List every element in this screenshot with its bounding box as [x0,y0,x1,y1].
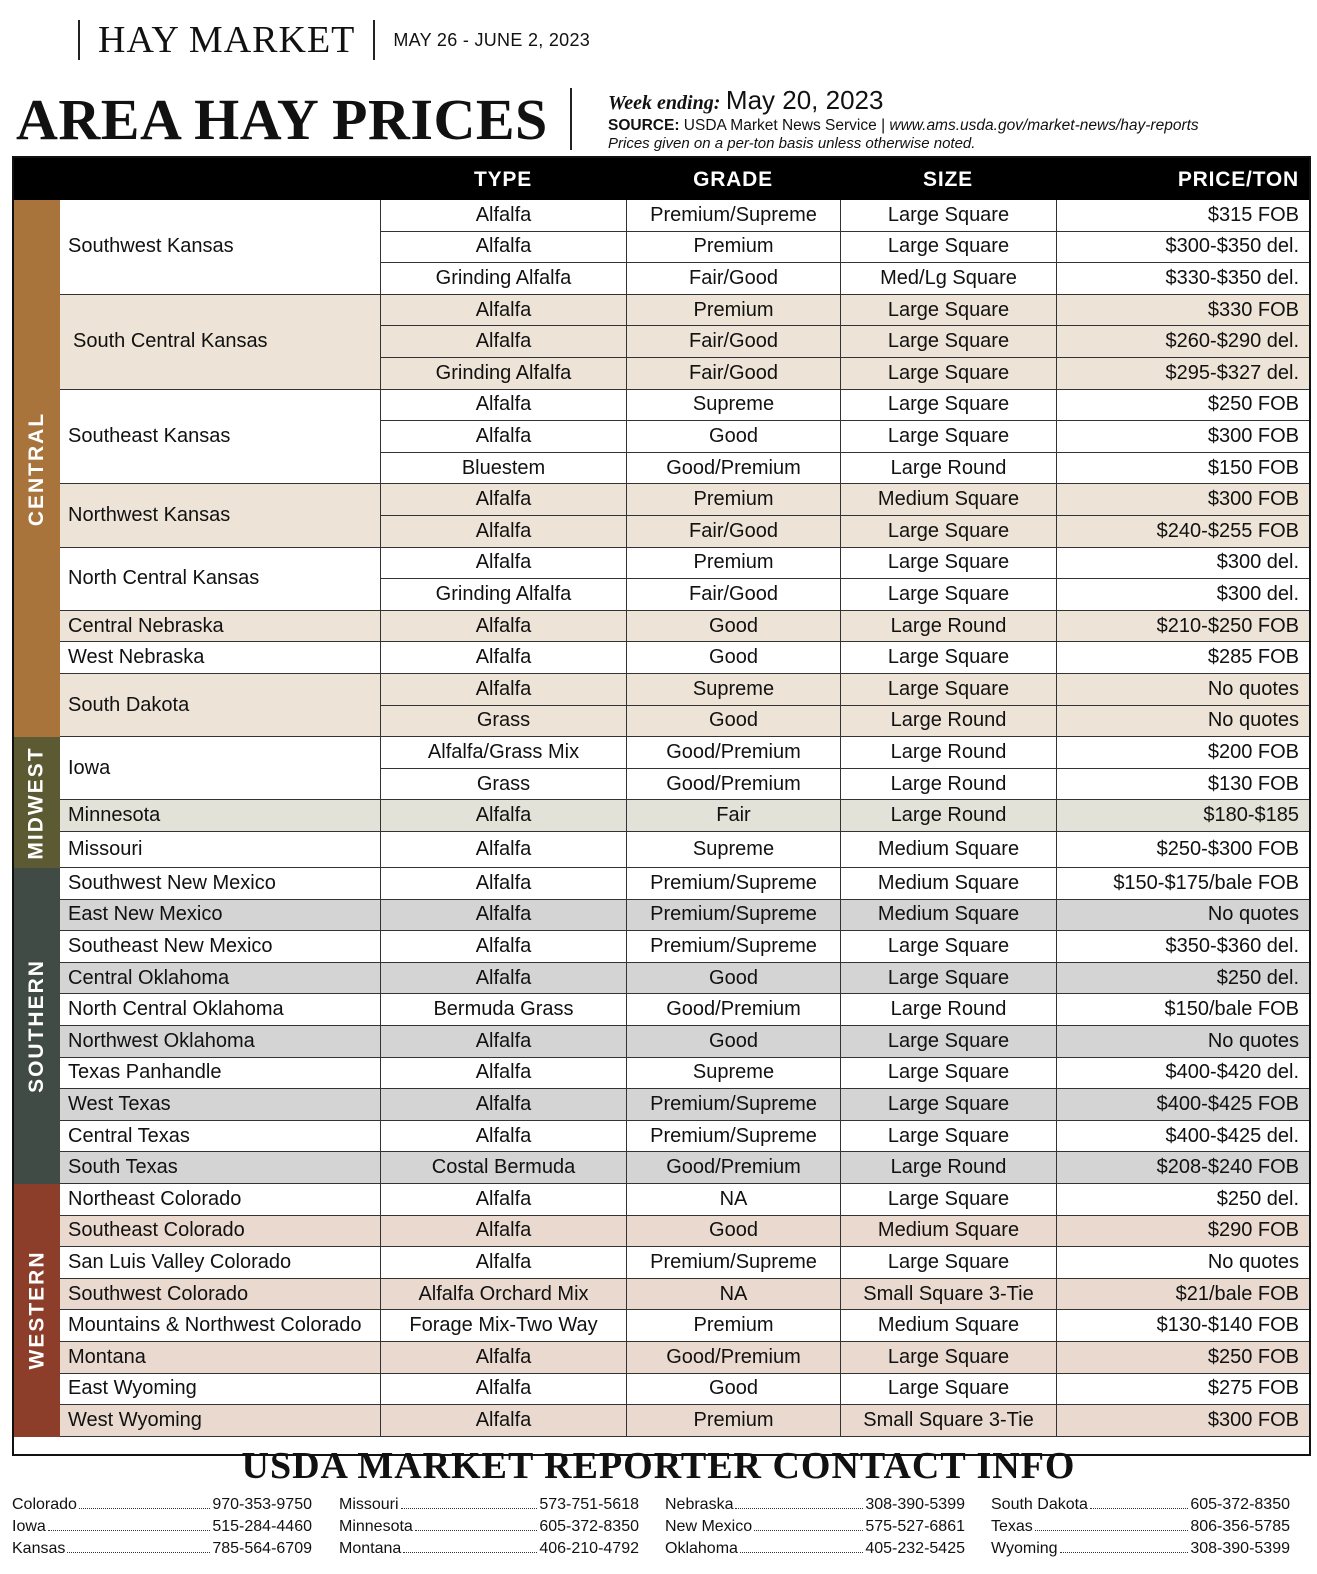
type-cell: Alfalfa [380,232,626,263]
contact-phone: 515-284-4460 [212,1518,312,1535]
report-info [608,86,1199,153]
contact-phone: 785-564-6709 [212,1540,312,1557]
size-cell: Large Round [840,737,1056,768]
price-cell: $300 FOB [1056,421,1309,452]
price-cell: No quotes [1056,900,1309,931]
type-cell: Alfalfa Orchard Mix [380,1279,626,1310]
price-cell: $300 del. [1056,579,1309,610]
region-label-central [14,200,60,737]
area-name: South Dakota [60,674,380,737]
grade-cell: Fair/Good [626,263,840,294]
size-cell: Large Round [840,769,1056,800]
contact-entry [665,1540,965,1562]
contact-state: Kansas [12,1540,66,1557]
grade-cell: Supreme [626,390,840,421]
size-cell: Large Square [840,1247,1056,1278]
contact-phone: 573-751-5618 [539,1496,639,1513]
type-cell: Alfalfa [380,421,626,452]
week-ending-date: May 20, 2023 [725,85,884,115]
leader-dots [403,1552,537,1553]
type-cell: Alfalfa [380,1405,626,1436]
type-cell: Alfalfa [380,390,626,421]
type-cell: Alfalfa [380,900,626,931]
type-cell: Bermuda Grass [380,994,626,1025]
contact-phone: 970-353-9750 [212,1496,312,1513]
week-ending [608,86,1199,117]
column-header-type: TYPE [473,168,533,191]
area-name: East Wyoming [60,1374,380,1406]
masthead [78,20,590,60]
price-cell: $300-$350 del. [1056,232,1309,263]
contact-state: Missouri [339,1496,399,1513]
price-cell: $210-$250 FOB [1056,611,1309,642]
source-url-link[interactable]: www.ams.usda.gov/market-news/hay-reports [889,117,1199,134]
size-cell: Large Square [840,516,1056,547]
size-cell: Large Round [840,706,1056,737]
price-cell: $130-$140 FOB [1056,1310,1309,1341]
area-name: San Luis Valley Colorado [60,1247,380,1279]
area-name: Mountains & Northwest Colorado [60,1310,380,1342]
contact-phone: 806-356-5785 [1190,1518,1290,1535]
size-cell: Medium Square [840,1216,1056,1247]
price-cell: $330 FOB [1056,295,1309,326]
grade-cell: Premium [626,1405,840,1436]
publication-name: HAY MARKET [98,19,356,61]
grade-cell: Good [626,1216,840,1247]
area-name: South Central Kansas [60,295,380,390]
price-cell: $250 del. [1056,1184,1309,1215]
price-cell: No quotes [1056,706,1309,737]
contact-phone: 405-232-5425 [865,1540,965,1557]
price-cell: $400-$420 del. [1056,1058,1309,1089]
leader-dots [1060,1552,1189,1553]
grade-cell: Premium/Supreme [626,1247,840,1278]
type-cell: Alfalfa [380,1089,626,1120]
grade-cell: Fair [626,800,840,831]
price-cell: $208-$240 FOB [1056,1152,1309,1183]
area-name: Iowa [60,737,380,800]
grade-cell: NA [626,1184,840,1215]
grade-cell: Good/Premium [626,769,840,800]
size-cell: Small Square 3-Tie [840,1405,1056,1436]
size-cell: Large Round [840,611,1056,642]
grade-cell: Good [626,421,840,452]
grade-cell: Premium [626,548,840,579]
size-cell: Medium Square [840,832,1056,867]
type-cell: Alfalfa [380,800,626,831]
size-cell: Large Square [840,674,1056,705]
area-name: Southeast New Mexico [60,931,380,963]
leader-dots [48,1530,211,1531]
contact-info-title: USDA MARKET REPORTER CONTACT INFO [241,1445,1076,1487]
price-cell: $150-$175/bale FOB [1056,868,1309,899]
contact-phone: 605-372-8350 [539,1518,639,1535]
size-cell: Large Round [840,1152,1056,1183]
title-divider [570,88,572,150]
size-cell: Large Square [840,421,1056,452]
contact-state: Oklahoma [665,1540,738,1557]
area-name: Northeast Colorado [60,1184,380,1216]
price-cell: $130 FOB [1056,769,1309,800]
area-name: Southeast Colorado [60,1216,380,1248]
size-cell: Medium Square [840,900,1056,931]
leader-dots [401,1508,538,1509]
area-name: Central Oklahoma [60,963,380,995]
grade-cell: Good/Premium [626,1342,840,1373]
size-cell: Large Square [840,1374,1056,1405]
grade-cell: Fair/Good [626,358,840,389]
area-name: Minnesota [60,800,380,832]
grade-cell: Good [626,1026,840,1057]
type-cell: Alfalfa [380,1026,626,1057]
area-name: Southwest New Mexico [60,868,380,900]
source-text: USDA Market News Service [683,117,877,134]
area-name: South Texas [60,1152,380,1184]
price-cell: $295-$327 del. [1056,358,1309,389]
type-cell: Alfalfa [380,1374,626,1405]
size-cell: Large Round [840,994,1056,1025]
price-cell: $400-$425 FOB [1056,1089,1309,1120]
contact-state: South Dakota [991,1496,1088,1513]
price-cell: $260-$290 del. [1056,326,1309,357]
grade-cell: NA [626,1279,840,1310]
price-cell: $250-$300 FOB [1056,832,1309,867]
area-name: Texas Panhandle [60,1058,380,1090]
column-header-price: PRICE/TON [1177,168,1299,191]
region-label-western [14,1184,60,1437]
size-cell: Large Square [840,358,1056,389]
size-cell: Large Square [840,295,1056,326]
price-cell: No quotes [1056,1026,1309,1057]
leader-dots [67,1552,210,1553]
size-cell: Large Square [840,200,1056,231]
price-cell: $21/bale FOB [1056,1279,1309,1310]
grade-cell: Good/Premium [626,453,840,484]
type-cell: Alfalfa [380,200,626,231]
contact-state: Iowa [12,1518,46,1535]
size-cell: Large Square [840,1058,1056,1089]
grade-cell: Premium/Supreme [626,1121,840,1152]
contact-entry [991,1540,1290,1562]
region-name: MIDWEST [25,746,48,860]
size-cell: Large Round [840,453,1056,484]
grade-cell: Supreme [626,1058,840,1089]
contact-state: New Mexico [665,1518,753,1535]
price-cell: $400-$425 del. [1056,1121,1309,1152]
leader-dots [1090,1508,1188,1509]
area-name: East New Mexico [60,900,380,932]
size-cell: Large Square [840,1184,1056,1215]
size-cell: Medium Square [840,868,1056,899]
type-cell: Alfalfa [380,963,626,994]
type-cell: Alfalfa [380,931,626,962]
grade-cell: Supreme [626,674,840,705]
size-cell: Medium Square [840,484,1056,515]
contact-entry [339,1540,639,1562]
area-name: North Central Kansas [60,548,380,611]
area-name: West Wyoming [60,1405,380,1437]
source-line [608,117,1199,135]
grade-cell: Good [626,642,840,673]
area-name: Northwest Kansas [60,484,380,547]
price-cell: $330-$350 del. [1056,263,1309,294]
type-cell: Grass [380,769,626,800]
region-label-southern [14,868,60,1184]
type-cell: Alfalfa [380,1247,626,1278]
column-header-grade: GRADE [693,168,773,191]
area-name: Central Texas [60,1121,380,1153]
price-cell: $240-$255 FOB [1056,516,1309,547]
area-name: Montana [60,1342,380,1374]
size-cell: Large Square [840,232,1056,263]
leader-dots [1035,1530,1189,1531]
price-cell: $150 FOB [1056,453,1309,484]
region-label-midwest [14,737,60,868]
contact-entry [12,1540,312,1562]
grade-cell: Premium [626,1310,840,1341]
grade-cell: Fair/Good [626,579,840,610]
size-cell: Large Square [840,390,1056,421]
contact-entry [12,1518,312,1540]
grade-cell: Good/Premium [626,1152,840,1183]
grade-cell: Supreme [626,832,840,867]
type-cell: Costal Bermuda [380,1152,626,1183]
type-cell: Grinding Alfalfa [380,358,626,389]
contact-entry [665,1518,965,1540]
leader-dots [740,1552,863,1553]
leader-dots [754,1530,863,1531]
area-name: Southwest Colorado [60,1279,380,1311]
type-cell: Alfalfa [380,674,626,705]
grade-cell: Premium [626,232,840,263]
size-cell: Medium Square [840,1310,1056,1341]
type-cell: Bluestem [380,453,626,484]
contact-entry [12,1496,312,1518]
contact-phone: 406-210-4792 [539,1540,639,1557]
price-cell: $285 FOB [1056,642,1309,673]
price-cell: $150/bale FOB [1056,994,1309,1025]
price-cell: $300 FOB [1056,484,1309,515]
type-cell: Alfalfa [380,295,626,326]
grade-cell: Premium/Supreme [626,931,840,962]
region-name: SOUTHERN [25,959,48,1093]
contact-list [12,1496,1310,1562]
type-cell: Alfalfa [380,868,626,899]
grade-cell: Premium [626,484,840,515]
source-label: SOURCE: [608,117,680,134]
price-cell: No quotes [1056,674,1309,705]
grade-cell: Premium/Supreme [626,900,840,931]
contact-phone: 308-390-5399 [865,1496,965,1513]
grade-cell: Premium/Supreme [626,868,840,899]
contact-entry [991,1496,1290,1518]
size-cell: Large Square [840,1089,1056,1120]
price-cell: $250 FOB [1056,390,1309,421]
column-header-size: SIZE [923,168,973,191]
area-name: West Texas [60,1089,380,1121]
leader-dots [415,1530,538,1531]
grade-cell: Premium/Supreme [626,200,840,231]
contact-state: Montana [339,1540,402,1557]
issue-date-range: MAY 26 - JUNE 2, 2023 [393,29,591,50]
grade-cell: Good [626,1374,840,1405]
type-cell: Alfalfa [380,611,626,642]
contact-phone: 575-527-6861 [865,1518,965,1535]
price-cell: $275 FOB [1056,1374,1309,1405]
contact-entry [339,1518,639,1540]
region-name: WESTERN [25,1250,48,1370]
hay-prices-table [12,156,1311,1456]
grade-cell: Premium/Supreme [626,1089,840,1120]
type-cell: Grass [380,706,626,737]
pricing-note: Prices given on a per-ton basis unless otherwise noted. [608,135,976,152]
price-cell: $250 del. [1056,963,1309,994]
contact-entry [339,1496,639,1518]
contact-state: Minnesota [339,1518,413,1535]
size-cell: Med/Lg Square [840,263,1056,294]
size-cell: Large Square [840,642,1056,673]
price-cell: $250 FOB [1056,1342,1309,1373]
area-name: Southwest Kansas [60,200,380,295]
size-cell: Large Square [840,579,1056,610]
contact-state: Wyoming [991,1540,1058,1557]
leader-dots [79,1508,210,1509]
size-cell: Large Square [840,1026,1056,1057]
grade-cell: Good/Premium [626,994,840,1025]
size-cell: Large Square [840,931,1056,962]
grade-cell: Good [626,611,840,642]
leader-dots [735,1508,863,1509]
type-cell: Alfalfa [380,832,626,867]
price-cell: $200 FOB [1056,737,1309,768]
contact-entry [991,1518,1290,1540]
type-cell: Alfalfa [380,484,626,515]
type-cell: Alfalfa [380,1216,626,1247]
grade-cell: Fair/Good [626,516,840,547]
contact-state: Colorado [12,1496,77,1513]
contact-entry [665,1496,965,1518]
source-separator: | [881,117,886,134]
price-cell: No quotes [1056,1247,1309,1278]
size-cell: Large Square [840,548,1056,579]
size-cell: Large Square [840,326,1056,357]
area-name: West Nebraska [60,642,380,674]
type-cell: Forage Mix-Two Way [380,1310,626,1341]
area-name: Missouri [60,832,380,868]
price-cell: $300 del. [1056,548,1309,579]
type-cell: Alfalfa [380,1121,626,1152]
grade-cell: Good [626,706,840,737]
size-cell: Large Square [840,1342,1056,1373]
contact-state: Nebraska [665,1496,734,1513]
area-name: Northwest Oklahoma [60,1026,380,1058]
week-ending-label: Week ending: [608,92,721,114]
grade-cell: Fair/Good [626,326,840,357]
type-cell: Grinding Alfalfa [380,579,626,610]
contact-phone: 605-372-8350 [1190,1496,1290,1513]
grade-cell: Good [626,963,840,994]
price-cell: $300 FOB [1056,1405,1309,1436]
type-cell: Alfalfa/Grass Mix [380,737,626,768]
price-cell: $315 FOB [1056,200,1309,231]
type-cell: Alfalfa [380,1184,626,1215]
type-cell: Alfalfa [380,642,626,673]
size-cell: Large Round [840,800,1056,831]
type-cell: Alfalfa [380,1058,626,1089]
type-cell: Alfalfa [380,326,626,357]
page-title: AREA HAY PRICES [16,87,548,152]
price-cell: $290 FOB [1056,1216,1309,1247]
table-header [14,158,1309,200]
grade-cell: Good/Premium [626,737,840,768]
price-cell: $180-$185 [1056,800,1309,831]
grade-cell: Premium [626,295,840,326]
type-cell: Grinding Alfalfa [380,263,626,294]
size-cell: Large Square [840,963,1056,994]
price-cell: $350-$360 del. [1056,931,1309,962]
type-cell: Alfalfa [380,548,626,579]
contact-phone: 308-390-5399 [1190,1540,1290,1557]
area-name: North Central Oklahoma [60,994,380,1026]
area-name: Central Nebraska [60,611,380,643]
size-cell: Large Square [840,1121,1056,1152]
area-name: Southeast Kansas [60,390,380,485]
contact-state: Texas [991,1518,1033,1535]
type-cell: Alfalfa [380,516,626,547]
region-name: CENTRAL [25,411,49,526]
type-cell: Alfalfa [380,1342,626,1373]
size-cell: Small Square 3-Tie [840,1279,1056,1310]
